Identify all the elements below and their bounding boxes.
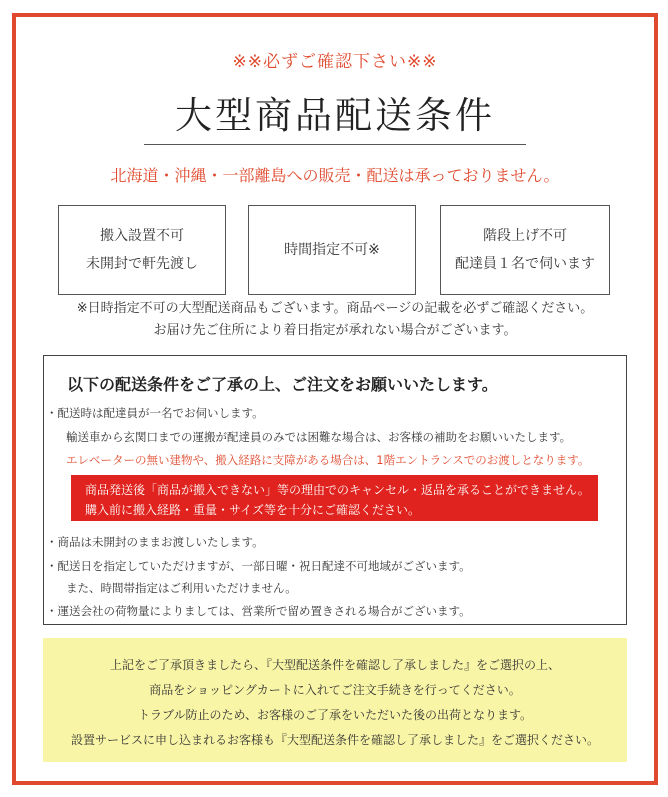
conditions-panel (43, 355, 627, 625)
condition-box-line: 搬入設置不可 (100, 228, 184, 244)
instruction-line: 設置サービスに申し込まれるお客様も『大型配送条件を確認し了承しました』をご選択ください。 (70, 733, 599, 747)
shipping-conditions-frame (12, 13, 658, 785)
title-divider (144, 144, 526, 145)
condition-box-no-time (248, 205, 416, 295)
conditions-heading: 以下の配送条件をご了承の上、ご注文をお願いいたします。 (67, 375, 498, 394)
instruction-line: 上記をご了承頂きましたら、『大型配送条件を確認し了承しました』をご選択の上、 (109, 658, 560, 672)
region-restriction: 北海道・沖縄・一部離島への販売・配送は承っておりません。 (110, 166, 560, 185)
confirmation-instructions (43, 638, 627, 762)
confirm-notice: ※※必ずご確認下さい※※ (232, 52, 438, 72)
condition-line: また、時間帯指定はご利用いただけません。 (66, 581, 297, 595)
condition-line: ・商品は未開封のままお渡しいたします。 (46, 535, 264, 549)
page-title: 大型商品配送条件 (175, 94, 495, 137)
warning-line: 購入前に搬入経路・重量・サイズ等を十分にご確認ください。 (85, 503, 421, 517)
condition-line: 輸送車から玄関口までの運搬が配達員のみでは困難な場合は、お客様の補助をお願いいたします。 (66, 430, 572, 444)
condition-box-no-installation (58, 205, 226, 295)
cancellation-warning-banner (71, 475, 598, 521)
condition-box-line: 配達員１名で伺います (455, 256, 595, 272)
condition-line-red: エレベーターの無い建物や、搬入経路に支障がある場合は、1階エントランスでのお渡しとなります。 (66, 453, 590, 467)
instruction-line: 商品をショッピングカートに入れてご注文手続きを行ってください。 (149, 683, 521, 697)
date-note: ※日時指定不可の大型配送商品もございます。商品ページの記載を必ずご確認ください。 (76, 301, 594, 316)
condition-box-no-stairs (440, 205, 610, 295)
warning-line: 商品発送後「商品が搬入できない」等の理由でのキャンセル・返品を承ることができません。 (85, 483, 590, 497)
condition-line: ・配送日を指定していただけますが、一部日曜・祝日配達不可地域がございます。 (46, 559, 471, 573)
condition-line: ・運送会社の荷物量によりましては、営業所で留め置きされる場合がございます。 (46, 604, 471, 618)
condition-box-line: 未開封で軒先渡し (86, 256, 198, 272)
instruction-line: トラブル防止のため、お客様のご了承をいただいた後の出荷となります。 (137, 708, 533, 722)
address-note: お届け先ご住所により着日指定が承れない場合がございます。 (153, 323, 517, 338)
condition-box-line: 階段上げ不可 (483, 228, 567, 244)
condition-box-line: 時間指定不可※ (284, 242, 380, 258)
condition-line: ・配送時は配達員が一名でお伺いします。 (46, 406, 264, 420)
